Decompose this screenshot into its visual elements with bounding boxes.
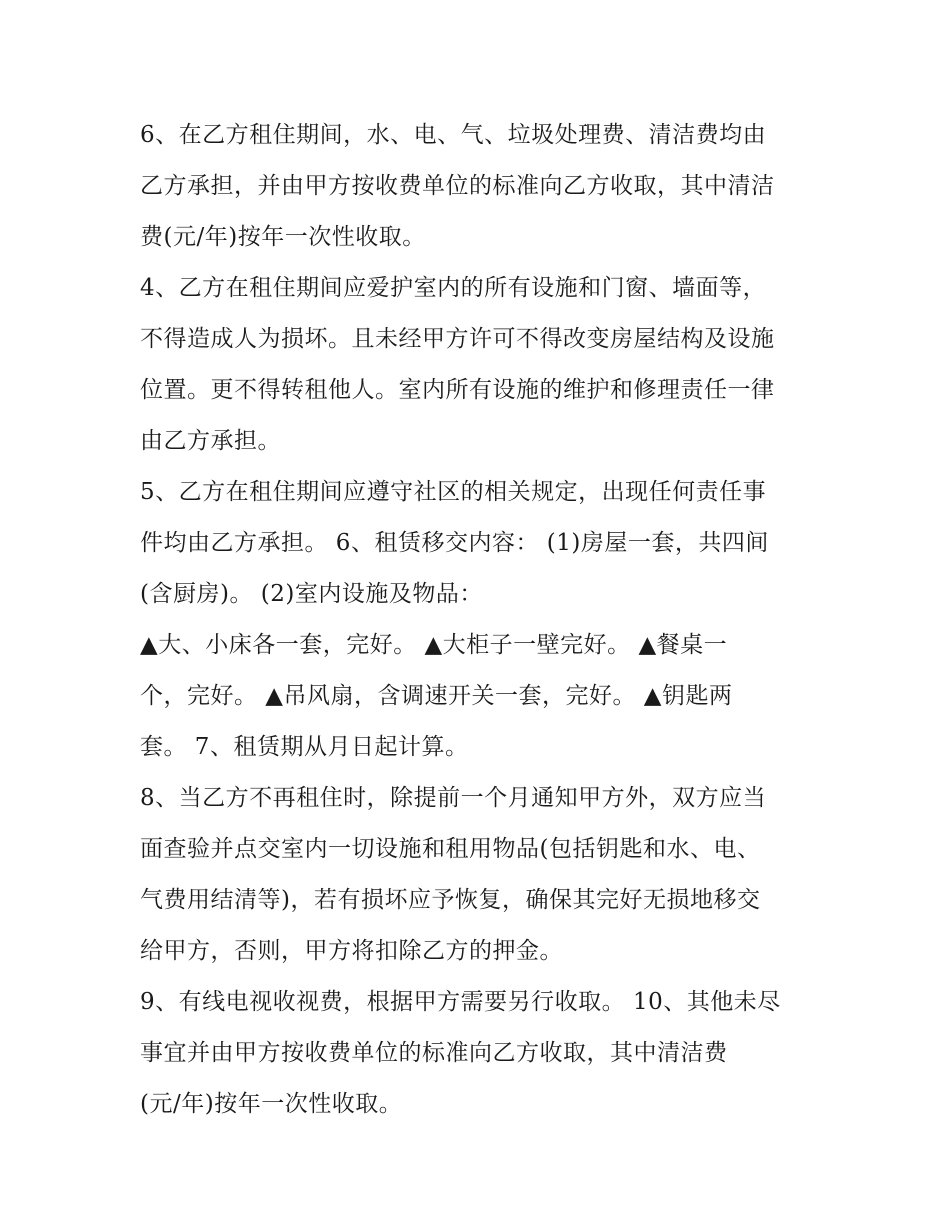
text-line: (含厨房)。 (2)室内设施及物品：	[140, 581, 483, 607]
clause-5-community-rules	[140, 467, 830, 620]
text-line: 套。 7、租赁期从月日起计算。	[140, 734, 469, 760]
text-line: 个，完好。 ▲吊风扇，含调速开关一套，完好。 ▲钥匙两	[140, 683, 733, 709]
text-line: 件均由乙方承担。 6、租赁移交内容： (1)房屋一套，共四间	[140, 530, 769, 556]
text-line: 由乙方承担。	[140, 428, 281, 454]
text-line: 面查验并点交室内一切设施和租用物品(包括钥匙和水、电、	[140, 836, 761, 862]
text-line: 乙方承担，并由甲方按收费单位的标准向乙方收取，其中清洁	[140, 173, 775, 199]
clause-6-utilities	[140, 110, 830, 263]
text-line: 8、当乙方不再租住时，除提前一个月通知甲方外，双方应当	[140, 785, 767, 811]
text-line: 气费用结清等)，若有损坏应予恢复，确保其完好无损地移交	[140, 887, 761, 913]
text-line: 位置。更不得转租他人。室内所有设施的维护和修理责任一律	[140, 377, 775, 403]
text-line: 4、乙方在租住期间应爱护室内的所有设施和门窗、墙面等，	[140, 275, 767, 301]
text-line: 6、在乙方租住期间，水、电、气、垃圾处理费、清洁费均由	[140, 122, 767, 148]
text-line: (元/年)按年一次性收取。	[140, 1091, 403, 1117]
document-body	[140, 110, 830, 1130]
text-line: 不得造成人为损坏。且未经甲方许可不得改变房屋结构及设施	[140, 326, 775, 352]
furnishings-list	[140, 620, 830, 773]
text-line: 事宜并由甲方按收费单位的标准向乙方收取，其中清洁费	[140, 1040, 728, 1066]
clause-9-cable-tv	[140, 977, 830, 1130]
text-line: 5、乙方在租住期间应遵守社区的相关规定，出现任何责任事	[140, 479, 767, 505]
text-line: ▲大、小床各一套，完好。 ▲大柜子一壁完好。 ▲餐桌一	[140, 632, 728, 658]
clause-8-move-out	[140, 773, 830, 977]
text-line: 费(元/年)按年一次性收取。	[140, 224, 426, 250]
clause-4-maintenance	[140, 263, 830, 467]
text-line: 9、有线电视收视费，根据甲方需要另行收取。 10、其他未尽	[140, 989, 781, 1015]
text-line: 给甲方，否则，甲方将扣除乙方的押金。	[140, 938, 563, 964]
